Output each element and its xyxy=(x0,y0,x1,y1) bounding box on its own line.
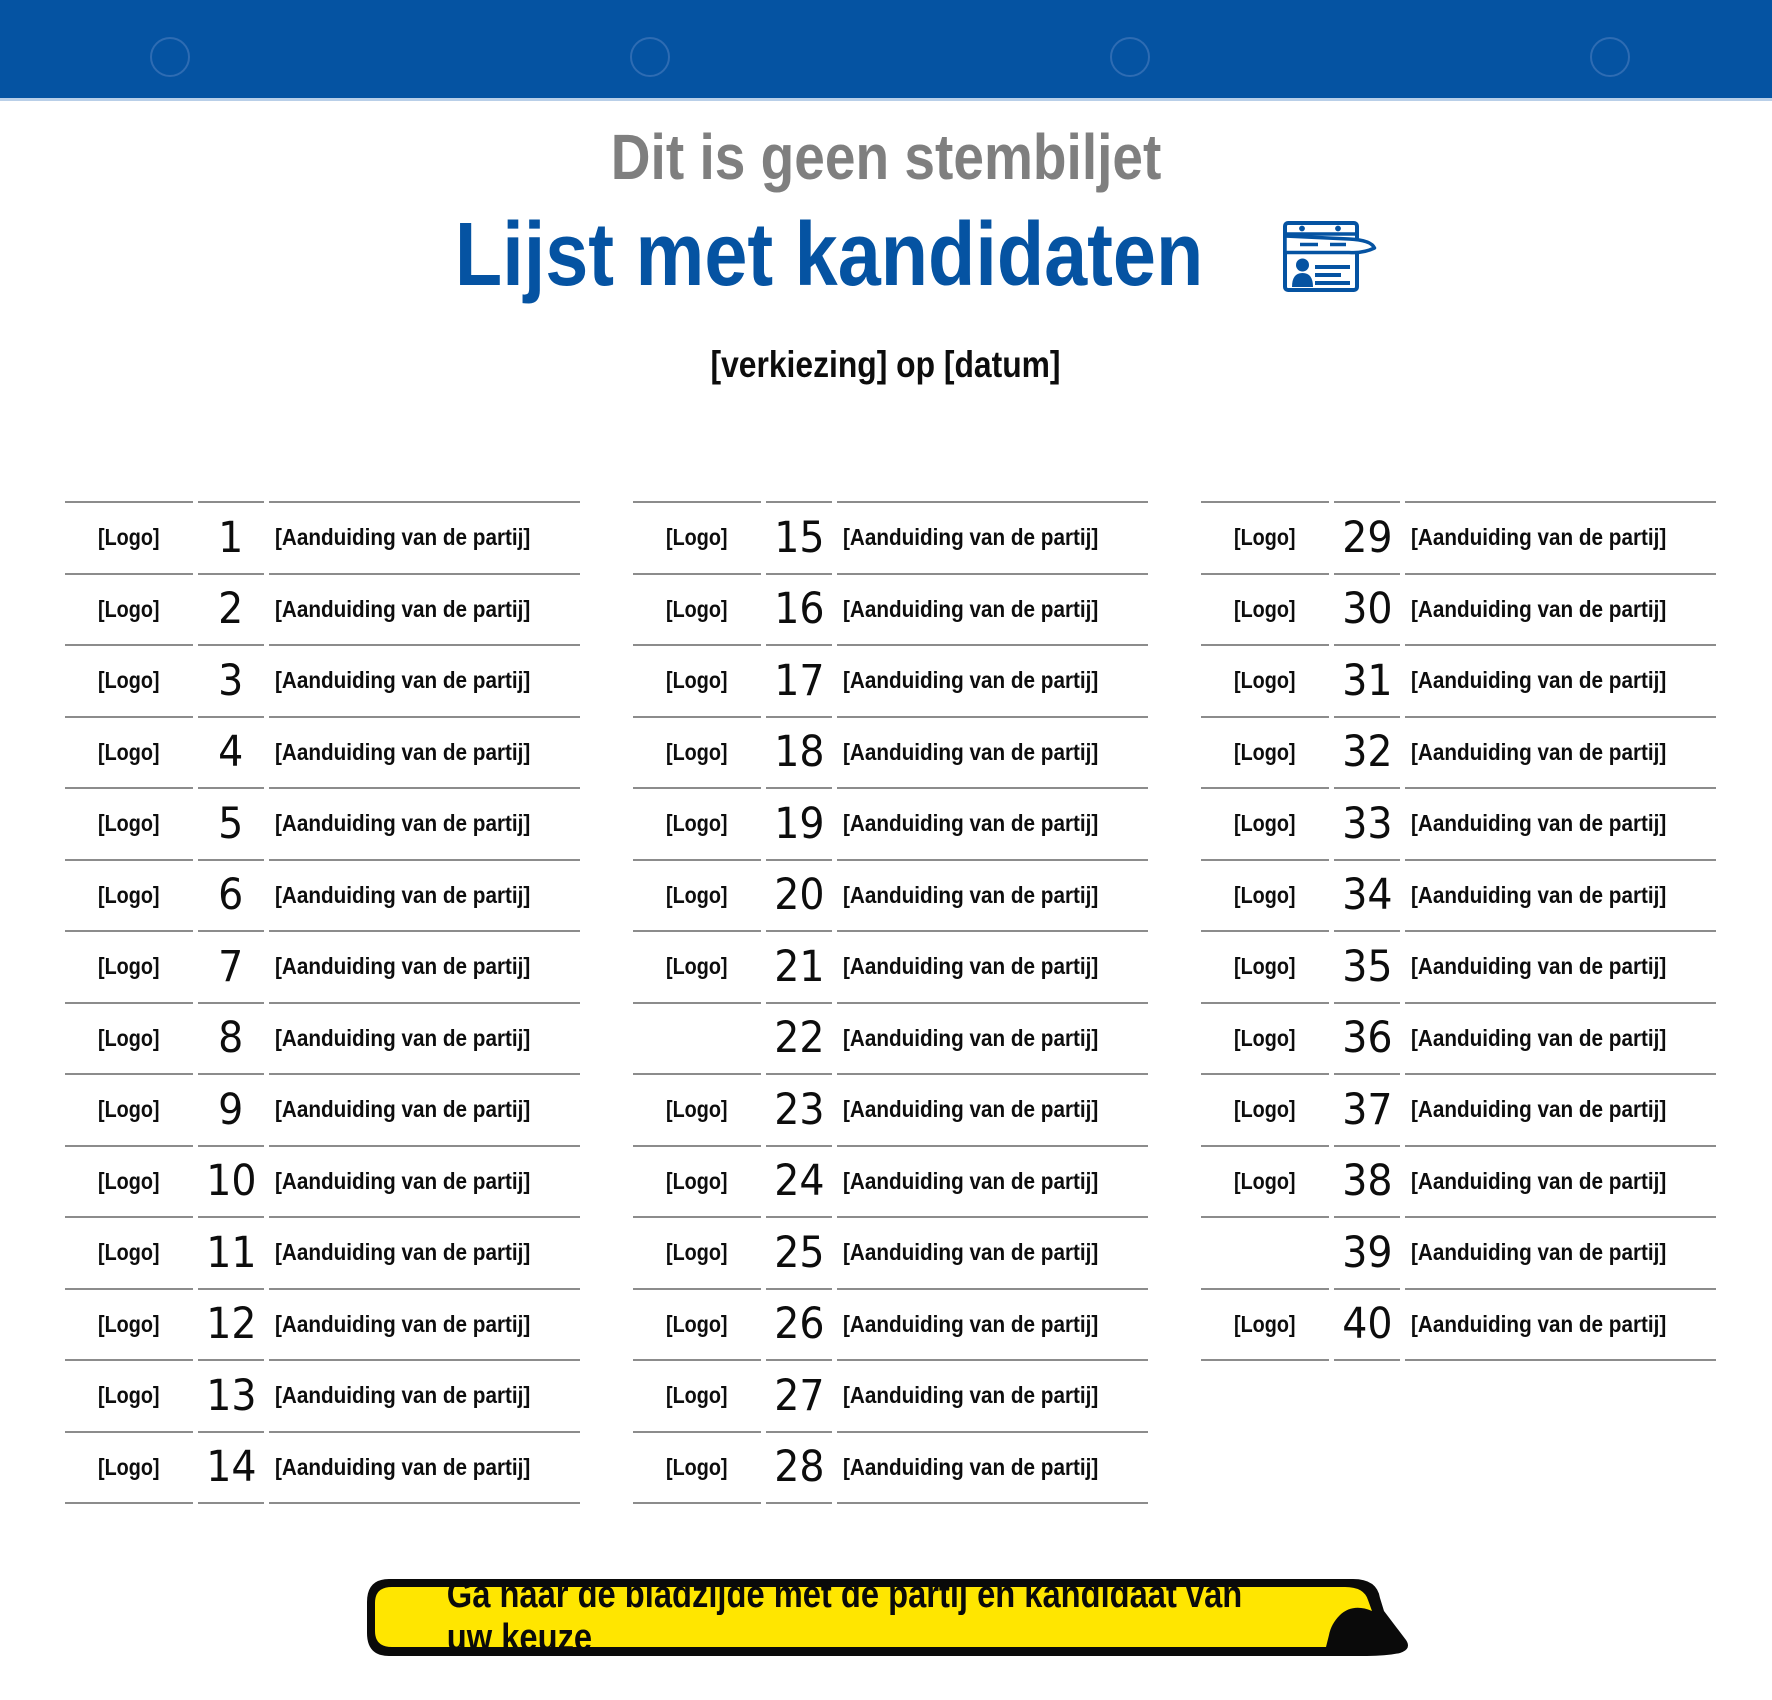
party-name-placeholder: [Aanduiding van de partij] xyxy=(837,644,1148,716)
party-logo-placeholder: [Logo] xyxy=(1201,1073,1329,1145)
candidate-list-icon xyxy=(1283,221,1378,298)
party-row xyxy=(65,930,580,1002)
party-name-placeholder: [Aanduiding van de partij] xyxy=(1405,501,1716,573)
party-list-number: 21 xyxy=(766,930,832,1002)
party-name-placeholder: [Aanduiding van de partij] xyxy=(269,644,580,716)
party-name-placeholder: [Aanduiding van de partij] xyxy=(837,501,1148,573)
party-name-placeholder: [Aanduiding van de partij] xyxy=(269,859,580,931)
party-list-number: 4 xyxy=(198,716,264,788)
party-logo-placeholder: [Logo] xyxy=(65,644,193,716)
party-list-number: 22 xyxy=(766,1002,832,1074)
party-row xyxy=(1201,1073,1716,1145)
party-logo-placeholder: [Logo] xyxy=(65,1288,193,1360)
party-logo-placeholder: [Logo] xyxy=(633,930,761,1002)
party-row xyxy=(65,787,580,859)
party-list-number: 14 xyxy=(198,1431,264,1503)
party-logo-placeholder: [Logo] xyxy=(1201,501,1329,573)
party-logo-placeholder: [Logo] xyxy=(633,644,761,716)
party-row xyxy=(65,644,580,716)
party-list-number: 30 xyxy=(1334,573,1400,645)
party-row xyxy=(633,787,1148,859)
party-logo-placeholder: [Logo] xyxy=(1201,716,1329,788)
party-list-number: 33 xyxy=(1334,787,1400,859)
party-list-number: 25 xyxy=(766,1216,832,1288)
party-logo-placeholder: [Logo] xyxy=(65,1073,193,1145)
party-row xyxy=(65,501,580,573)
party-name-placeholder: [Aanduiding van de partij] xyxy=(1405,930,1716,1002)
party-name-placeholder: [Aanduiding van de partij] xyxy=(1405,859,1716,931)
party-name-placeholder: [Aanduiding van de partij] xyxy=(1405,644,1716,716)
party-list-number: 15 xyxy=(766,501,832,573)
party-list-number: 8 xyxy=(198,1002,264,1074)
party-name-placeholder: [Aanduiding van de partij] xyxy=(1405,1002,1716,1074)
party-name-placeholder: [Aanduiding van de partij] xyxy=(269,930,580,1002)
party-logo-placeholder: [Logo] xyxy=(65,930,193,1002)
party-row xyxy=(65,1359,580,1431)
instruction-banner xyxy=(365,1574,1415,1659)
party-row xyxy=(633,716,1148,788)
party-row xyxy=(1201,1216,1716,1288)
party-name-placeholder: [Aanduiding van de partij] xyxy=(269,1216,580,1288)
party-list-number: 24 xyxy=(766,1145,832,1217)
party-row xyxy=(1201,787,1716,859)
party-logo-placeholder: [Logo] xyxy=(633,859,761,931)
party-row xyxy=(633,1145,1148,1217)
party-logo-placeholder: [Logo] xyxy=(65,716,193,788)
party-name-placeholder: [Aanduiding van de partij] xyxy=(1405,1288,1716,1360)
party-logo-placeholder: [Logo] xyxy=(1201,930,1329,1002)
party-list-number: 39 xyxy=(1334,1216,1400,1288)
party-name-placeholder: [Aanduiding van de partij] xyxy=(837,1359,1148,1431)
party-list-number: 5 xyxy=(198,787,264,859)
party-row xyxy=(633,859,1148,931)
party-list-number: 32 xyxy=(1334,716,1400,788)
party-name-placeholder: [Aanduiding van de partij] xyxy=(837,930,1148,1002)
punch-hole-icon xyxy=(1110,37,1150,77)
party-name-placeholder: [Aanduiding van de partij] xyxy=(837,1288,1148,1360)
party-name-placeholder: [Aanduiding van de partij] xyxy=(1405,573,1716,645)
party-row xyxy=(65,1431,580,1503)
party-list-number: 27 xyxy=(766,1359,832,1431)
party-list-number: 40 xyxy=(1334,1288,1400,1360)
party-logo-placeholder: [Logo] xyxy=(65,787,193,859)
party-logo-placeholder: [Logo] xyxy=(65,1216,193,1288)
party-logo-placeholder: [Logo] xyxy=(1201,787,1329,859)
party-list-number: 34 xyxy=(1334,859,1400,931)
party-row xyxy=(65,1073,580,1145)
party-logo-placeholder: [Logo] xyxy=(1201,1002,1329,1074)
party-logo-placeholder: [Logo] xyxy=(1201,1145,1329,1217)
party-logo-placeholder: [Logo] xyxy=(633,1359,761,1431)
party-logo-placeholder: [Logo] xyxy=(65,1145,193,1217)
party-logo-placeholder xyxy=(633,1002,761,1074)
party-row xyxy=(633,501,1148,573)
party-name-placeholder: [Aanduiding van de partij] xyxy=(269,1002,580,1074)
disclaimer-title-text: Dit is geen stembiljet xyxy=(610,121,1162,193)
party-name-placeholder: [Aanduiding van de partij] xyxy=(837,787,1148,859)
party-row xyxy=(633,1073,1148,1145)
election-date-subtitle-text: [verkiezing] op [datum] xyxy=(710,344,1062,385)
party-list-number: 28 xyxy=(766,1431,832,1503)
party-name-placeholder: [Aanduiding van de partij] xyxy=(1405,1216,1716,1288)
party-list-number: 36 xyxy=(1334,1002,1400,1074)
party-list-number: 19 xyxy=(766,787,832,859)
party-logo-placeholder: [Logo] xyxy=(633,1288,761,1360)
party-logo-placeholder: [Logo] xyxy=(1201,859,1329,931)
instruction-banner-label xyxy=(381,1574,1321,1659)
party-list-number: 3 xyxy=(198,644,264,716)
punch-hole-icon xyxy=(150,37,190,77)
party-list-number: 23 xyxy=(766,1073,832,1145)
party-list-number: 1 xyxy=(198,501,264,573)
party-name-placeholder: [Aanduiding van de partij] xyxy=(269,1145,580,1217)
party-row xyxy=(633,1216,1148,1288)
party-name-placeholder: [Aanduiding van de partij] xyxy=(837,1216,1148,1288)
party-name-placeholder: [Aanduiding van de partij] xyxy=(1405,1073,1716,1145)
party-list-column-1 xyxy=(65,501,580,1502)
party-list-number: 2 xyxy=(198,573,264,645)
disclaimer-title xyxy=(0,121,1772,193)
party-list-number: 7 xyxy=(198,930,264,1002)
party-name-placeholder: [Aanduiding van de partij] xyxy=(1405,787,1716,859)
party-name-placeholder: [Aanduiding van de partij] xyxy=(837,1145,1148,1217)
party-logo-placeholder: [Logo] xyxy=(633,1145,761,1217)
party-name-placeholder: [Aanduiding van de partij] xyxy=(269,501,580,573)
party-row xyxy=(65,1002,580,1074)
party-logo-placeholder: [Logo] xyxy=(65,1359,193,1431)
party-row xyxy=(1201,1288,1716,1360)
party-list-number: 37 xyxy=(1334,1073,1400,1145)
instruction-banner-text: Ga naar de bladzijde met de partij en kandidaat van uw keuze xyxy=(446,1574,1243,1659)
punch-hole-icon xyxy=(630,37,670,77)
party-logo-placeholder: [Logo] xyxy=(1201,644,1329,716)
party-list-number: 6 xyxy=(198,859,264,931)
party-logo-placeholder: [Logo] xyxy=(1201,573,1329,645)
party-list-column-2 xyxy=(633,501,1148,1502)
party-logo-placeholder: [Logo] xyxy=(1201,1288,1329,1360)
party-row xyxy=(633,1431,1148,1503)
party-row xyxy=(633,1359,1148,1431)
party-name-placeholder: [Aanduiding van de partij] xyxy=(269,787,580,859)
party-list-column-3 xyxy=(1201,501,1716,1502)
party-logo-placeholder: [Logo] xyxy=(633,1073,761,1145)
party-row xyxy=(65,859,580,931)
election-date-subtitle xyxy=(0,344,1772,386)
party-name-placeholder: [Aanduiding van de partij] xyxy=(269,1073,580,1145)
main-title xyxy=(0,205,1772,305)
party-list-number: 18 xyxy=(766,716,832,788)
party-list-number: 26 xyxy=(766,1288,832,1360)
party-row xyxy=(1201,573,1716,645)
party-row xyxy=(1201,501,1716,573)
party-logo-placeholder: [Logo] xyxy=(65,859,193,931)
party-row xyxy=(1201,859,1716,931)
party-row xyxy=(1201,930,1716,1002)
party-list-number: 35 xyxy=(1334,930,1400,1002)
party-name-placeholder: [Aanduiding van de partij] xyxy=(837,1431,1148,1503)
party-row xyxy=(1201,1002,1716,1074)
party-name-placeholder: [Aanduiding van de partij] xyxy=(269,1359,580,1431)
party-list-number: 20 xyxy=(766,859,832,931)
party-row xyxy=(633,930,1148,1002)
top-blue-bar xyxy=(0,0,1772,101)
main-title-text: Lijst met kandidaten xyxy=(455,205,1204,305)
party-name-placeholder: [Aanduiding van de partij] xyxy=(837,1073,1148,1145)
party-list-number: 13 xyxy=(198,1359,264,1431)
party-list-table xyxy=(65,501,1716,1502)
party-logo-placeholder: [Logo] xyxy=(633,716,761,788)
party-name-placeholder: [Aanduiding van de partij] xyxy=(1405,716,1716,788)
party-list-number: 10 xyxy=(198,1145,264,1217)
party-list-number: 29 xyxy=(1334,501,1400,573)
party-logo-placeholder: [Logo] xyxy=(633,1216,761,1288)
party-list-number: 16 xyxy=(766,573,832,645)
party-logo-placeholder: [Logo] xyxy=(65,573,193,645)
party-row xyxy=(1201,1145,1716,1217)
party-name-placeholder: [Aanduiding van de partij] xyxy=(269,1431,580,1503)
party-list-number: 9 xyxy=(198,1073,264,1145)
party-row xyxy=(633,1002,1148,1074)
party-name-placeholder: [Aanduiding van de partij] xyxy=(269,716,580,788)
party-logo-placeholder: [Logo] xyxy=(65,501,193,573)
party-row xyxy=(633,1288,1148,1360)
party-row xyxy=(1201,716,1716,788)
party-list-number: 17 xyxy=(766,644,832,716)
party-logo-placeholder xyxy=(1201,1216,1329,1288)
party-list-number: 31 xyxy=(1334,644,1400,716)
party-logo-placeholder: [Logo] xyxy=(633,573,761,645)
party-name-placeholder: [Aanduiding van de partij] xyxy=(1405,1145,1716,1217)
party-row xyxy=(65,1216,580,1288)
party-name-placeholder: [Aanduiding van de partij] xyxy=(837,573,1148,645)
punch-hole-icon xyxy=(1590,37,1630,77)
party-name-placeholder: [Aanduiding van de partij] xyxy=(269,573,580,645)
party-name-placeholder: [Aanduiding van de partij] xyxy=(837,1002,1148,1074)
party-logo-placeholder: [Logo] xyxy=(633,1431,761,1503)
party-list-number: 38 xyxy=(1334,1145,1400,1217)
party-name-placeholder: [Aanduiding van de partij] xyxy=(269,1288,580,1360)
party-row xyxy=(65,573,580,645)
party-row xyxy=(65,1288,580,1360)
party-row xyxy=(633,573,1148,645)
party-row xyxy=(1201,644,1716,716)
party-list-number: 11 xyxy=(198,1216,264,1288)
party-row xyxy=(633,644,1148,716)
party-list-number: 12 xyxy=(198,1288,264,1360)
party-logo-placeholder: [Logo] xyxy=(633,787,761,859)
party-logo-placeholder: [Logo] xyxy=(633,501,761,573)
party-row xyxy=(65,1145,580,1217)
party-name-placeholder: [Aanduiding van de partij] xyxy=(837,859,1148,931)
party-name-placeholder: [Aanduiding van de partij] xyxy=(837,716,1148,788)
party-logo-placeholder: [Logo] xyxy=(65,1431,193,1503)
party-logo-placeholder: [Logo] xyxy=(65,1002,193,1074)
party-row xyxy=(65,716,580,788)
